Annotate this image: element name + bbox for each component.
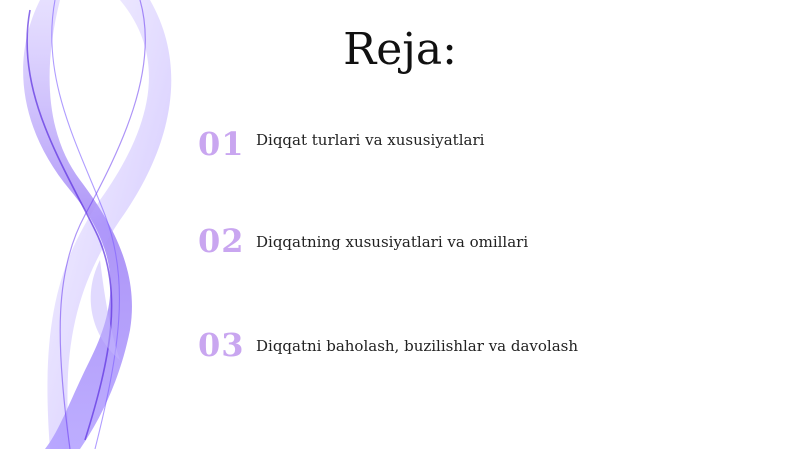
agenda-item-number: 03 xyxy=(198,326,245,364)
agenda-item-text: Diqqatni baholash, buzilishlar va davolash xyxy=(256,337,579,355)
agenda-item xyxy=(198,124,484,164)
slide-title: Reja: xyxy=(343,24,457,75)
agenda-item xyxy=(198,221,528,261)
agenda-item-text: Diqqat turlari va xususiyatlari xyxy=(256,131,485,149)
agenda-item-text: Diqqatning xususiyatlari va omillari xyxy=(256,233,529,251)
decorative-smoke-ribbon xyxy=(0,0,220,449)
agenda-item-number: 01 xyxy=(198,125,245,163)
agenda-item xyxy=(198,325,578,365)
agenda-item-number: 02 xyxy=(198,222,245,260)
